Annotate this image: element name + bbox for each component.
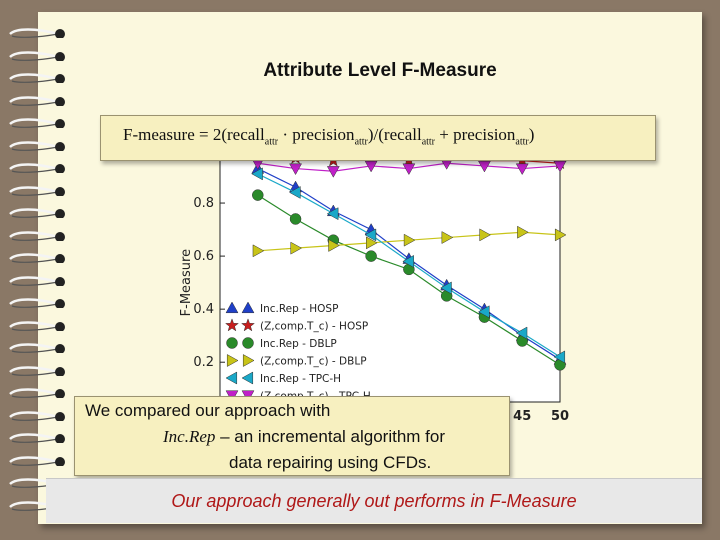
callout-line-1: We compared our approach with: [85, 401, 331, 420]
binding-ring: [6, 364, 66, 376]
binding-ring: [6, 274, 66, 286]
data-point: [555, 229, 566, 241]
f-measure-chart: [170, 150, 590, 430]
data-point: [290, 213, 301, 224]
formula-mid-2: )/(recall: [367, 125, 422, 144]
formula-sub-1: attr: [264, 136, 279, 148]
binding-ring: [6, 26, 66, 38]
x-tick-label: 50: [550, 409, 570, 424]
callout-box: [74, 396, 510, 476]
binding-ring: [6, 206, 66, 218]
callout-line-2-rest: – an incremental algorithm for: [215, 427, 445, 446]
binding-ring: [6, 386, 66, 398]
y-tick-label: 0.6: [193, 249, 214, 265]
conclusion-text: Our approach generally out performs in F-Measure: [171, 491, 577, 511]
legend-marker: [243, 338, 254, 349]
legend-label: Inc.Rep - TPC-H: [260, 373, 342, 385]
formula-suffix: ): [528, 125, 535, 144]
binding-ring: [6, 161, 66, 173]
formula-sub-3: attr: [421, 136, 436, 148]
x-tick-label: 45: [513, 409, 532, 424]
formula-mid-3: + precision: [435, 125, 516, 144]
slide-title: Attribute Level F-Measure: [263, 60, 497, 81]
binding-ring: [6, 116, 66, 128]
binding-ring: [6, 184, 66, 196]
y-axis-label: F-Measure: [179, 248, 194, 317]
formula-sub-4: attr: [515, 136, 529, 148]
binding-ring: [6, 251, 66, 263]
y-tick-label: 0.2: [193, 355, 214, 371]
data-point: [252, 190, 263, 201]
legend-label: (Z,comp.T_c) - HOSP: [260, 320, 369, 333]
binding-ring: [6, 409, 66, 421]
y-tick-label: 0.4: [193, 302, 214, 318]
legend-marker: [227, 338, 238, 349]
binding-ring: [6, 229, 66, 241]
formula-prefix: F-measure = 2(recall: [123, 125, 265, 144]
binding-ring: [6, 296, 66, 308]
formula-sub-2: attr: [354, 136, 368, 148]
callout-line-2: [163, 427, 445, 447]
callout-increp: Inc.Rep: [163, 427, 216, 446]
binding-ring: [6, 94, 66, 106]
legend-label: (Z,comp.T_c) - DBLP: [260, 355, 367, 368]
callout-line-3: data repairing using CFDs.: [229, 453, 432, 472]
binding-ring: [6, 431, 66, 443]
binding-ring: [6, 319, 66, 331]
legend-label: Inc.Rep - HOSP: [260, 303, 339, 315]
legend-label: Inc.Rep - DBLP: [260, 338, 337, 350]
binding-ring: [6, 341, 66, 353]
binding-ring: [6, 454, 66, 466]
formula-mid-1: · precision: [278, 125, 355, 144]
binding-ring: [6, 49, 66, 61]
data-point: [366, 251, 377, 262]
formula-box: [100, 115, 656, 161]
conclusion-bar: [46, 478, 702, 523]
binding-ring: [6, 139, 66, 151]
y-tick-label: 0.8: [193, 196, 214, 212]
